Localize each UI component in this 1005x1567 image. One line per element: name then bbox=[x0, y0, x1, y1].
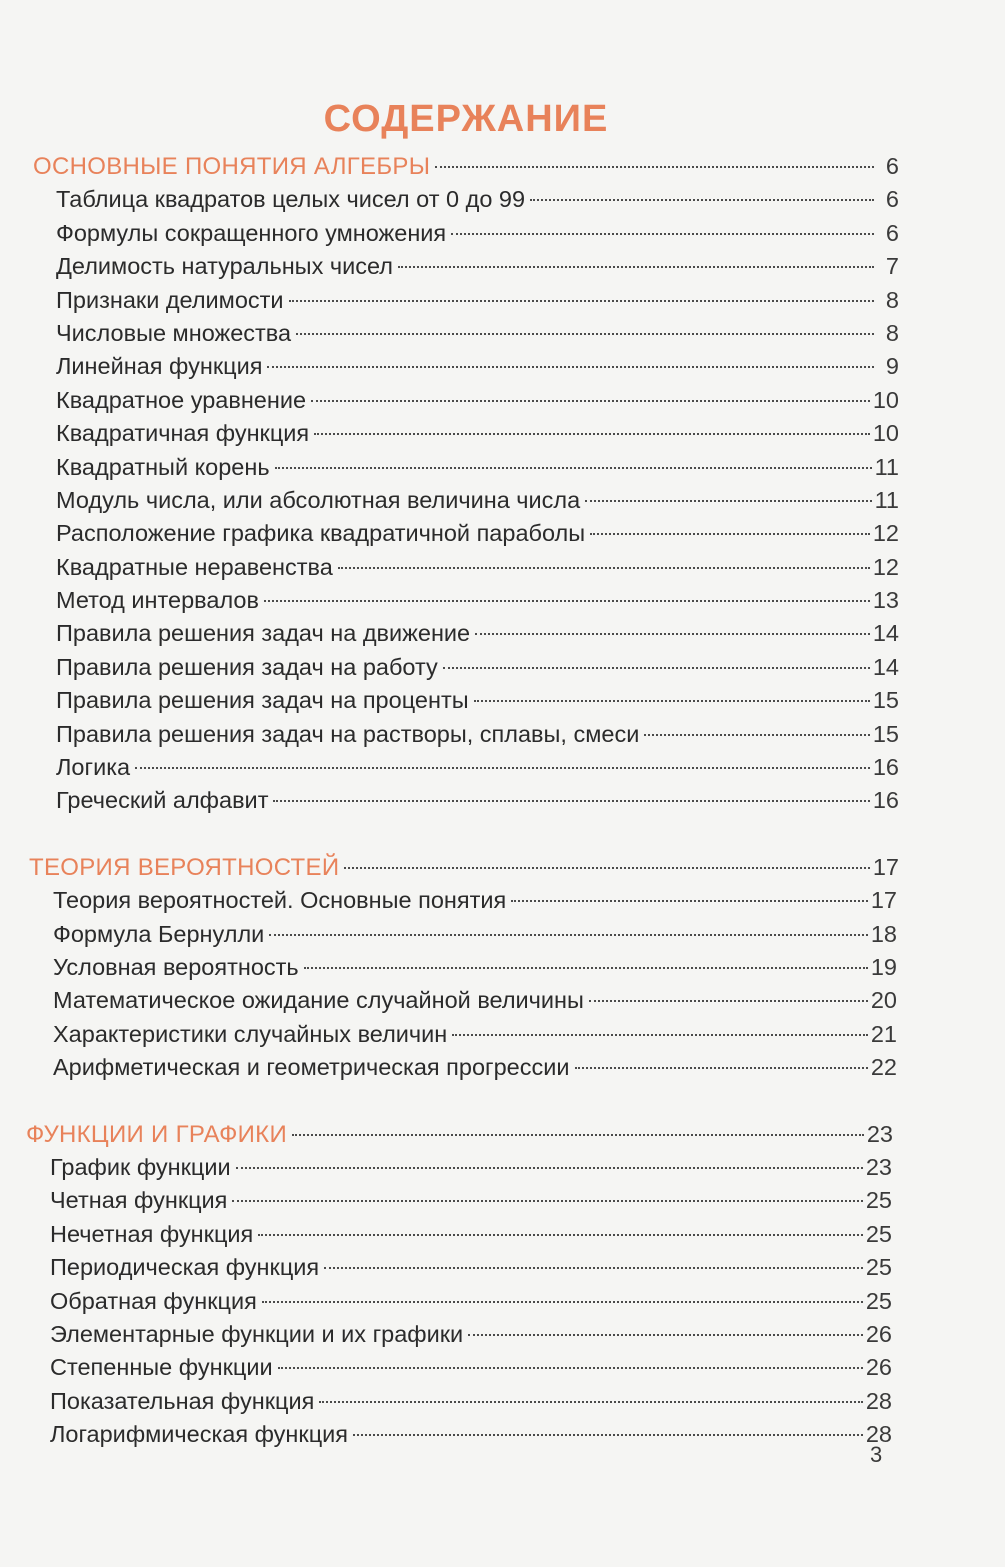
toc-entry[interactable] bbox=[0, 1018, 1005, 1051]
toc-page-number: 23 bbox=[866, 1120, 893, 1147]
toc-entry-label: Нечетная функция bbox=[50, 1220, 254, 1247]
toc-page-number: 10 bbox=[872, 386, 899, 413]
toc-entry-label: Правила решения задач на работу bbox=[56, 653, 438, 680]
toc-entry[interactable] bbox=[0, 217, 1005, 250]
toc-entry[interactable] bbox=[0, 751, 1005, 784]
toc-section-heading-row[interactable] bbox=[0, 851, 1005, 884]
dot-leader bbox=[258, 1234, 863, 1236]
toc-page-number: 15 bbox=[872, 687, 899, 714]
section-spacer bbox=[0, 818, 1005, 851]
toc-page-number: 22 bbox=[870, 1054, 897, 1081]
page-number: 3 bbox=[870, 1442, 883, 1467]
toc-entry-label: Формула Бернулли bbox=[53, 920, 265, 947]
toc-entry-label: График функции bbox=[50, 1153, 231, 1180]
toc-entry[interactable] bbox=[0, 451, 1005, 484]
toc-entry[interactable] bbox=[0, 617, 1005, 650]
toc-entry-label: Обратная функция bbox=[50, 1287, 257, 1314]
dot-leader bbox=[292, 1134, 864, 1136]
toc-entry[interactable] bbox=[0, 284, 1005, 317]
dot-leader bbox=[575, 1067, 868, 1069]
toc-page-number: 12 bbox=[872, 553, 899, 580]
toc-entry-label: Степенные функции bbox=[50, 1354, 273, 1381]
dot-leader bbox=[278, 1367, 863, 1369]
toc-entry-label: Логика bbox=[56, 754, 131, 781]
dot-leader bbox=[338, 567, 870, 569]
toc-entry-label: Расположение графика квадратичной параболы bbox=[56, 520, 586, 547]
toc-entry[interactable] bbox=[0, 384, 1005, 417]
dot-leader bbox=[530, 199, 874, 201]
toc-page-number: 25 bbox=[865, 1287, 892, 1314]
dot-leader bbox=[474, 700, 870, 702]
dot-leader bbox=[262, 1301, 863, 1303]
toc-page-number: 8 bbox=[885, 319, 899, 346]
toc-entry-label: Логарифмическая функция bbox=[50, 1421, 349, 1448]
toc-page-number: 15 bbox=[872, 720, 899, 747]
toc-entry-label: Правила решения задач на движение bbox=[56, 620, 471, 647]
toc-entry[interactable] bbox=[0, 584, 1005, 617]
dot-leader bbox=[451, 233, 874, 235]
toc-entry-label: Элементарные функции и их графики bbox=[50, 1320, 464, 1347]
dot-leader bbox=[289, 300, 874, 302]
toc-page-number: 17 bbox=[870, 887, 897, 914]
toc-page-number: 6 bbox=[885, 186, 899, 213]
toc-page-number: 20 bbox=[870, 987, 897, 1014]
toc-page-number: 12 bbox=[872, 520, 899, 547]
dot-leader bbox=[590, 533, 870, 535]
toc-page-number: 26 bbox=[865, 1354, 892, 1381]
toc-entry[interactable] bbox=[0, 350, 1005, 383]
dot-leader bbox=[267, 366, 874, 368]
toc-section-heading-row[interactable] bbox=[0, 1118, 1005, 1151]
toc-entry-label: Делимость натуральных чисел bbox=[56, 253, 393, 280]
toc-page-number: 14 bbox=[872, 653, 899, 680]
toc-entry-label: Формулы сокращенного умножения bbox=[56, 219, 447, 246]
toc-page-number: 16 bbox=[872, 787, 899, 814]
toc-entry-label: Линейная функция bbox=[56, 353, 263, 380]
toc-page-number: 11 bbox=[874, 453, 899, 480]
dot-leader bbox=[275, 467, 872, 469]
dot-leader bbox=[398, 266, 874, 268]
toc-entry[interactable] bbox=[0, 250, 1005, 283]
page-title: СОДЕРЖАНИЕ bbox=[323, 98, 609, 140]
dot-leader bbox=[435, 166, 874, 168]
toc-entry-label: Теория вероятностей. Основные понятия bbox=[53, 887, 507, 914]
dot-leader bbox=[475, 633, 870, 635]
dot-leader bbox=[324, 1267, 863, 1269]
dot-leader bbox=[511, 900, 868, 902]
toc-entry[interactable] bbox=[0, 1251, 1005, 1284]
dot-leader bbox=[452, 1034, 868, 1036]
toc-entry[interactable] bbox=[0, 718, 1005, 751]
dot-leader bbox=[314, 433, 870, 435]
toc-entry[interactable] bbox=[0, 884, 1005, 917]
toc-entry[interactable] bbox=[0, 1351, 1005, 1384]
dot-leader bbox=[269, 934, 868, 936]
dot-leader bbox=[443, 667, 870, 669]
toc-entry-label: Квадратичная функция bbox=[56, 420, 310, 447]
toc-entry-label: Условная вероятность bbox=[53, 953, 299, 980]
toc-entry-label: Четная функция bbox=[50, 1187, 228, 1214]
toc-entry[interactable] bbox=[0, 1285, 1005, 1318]
toc-entry[interactable] bbox=[0, 918, 1005, 951]
toc-page-number: 28 bbox=[865, 1387, 892, 1414]
toc-entry[interactable] bbox=[0, 551, 1005, 584]
toc-entry-label: Арифметическая и геометрическая прогрессии bbox=[53, 1054, 570, 1081]
toc-page-number: 7 bbox=[885, 253, 899, 280]
toc-page-number: 25 bbox=[865, 1254, 892, 1281]
toc-entry-label: Математическое ожидание случайной величины bbox=[53, 987, 584, 1014]
toc-entry-label: Признаки делимости bbox=[56, 286, 284, 313]
toc-page-number: 19 bbox=[870, 953, 897, 980]
dot-leader bbox=[468, 1334, 863, 1336]
dot-leader bbox=[273, 800, 869, 802]
toc-entry[interactable] bbox=[0, 1184, 1005, 1217]
toc-entry[interactable] bbox=[0, 417, 1005, 450]
toc-entry[interactable] bbox=[0, 1385, 1005, 1418]
toc-page-number: 13 bbox=[872, 587, 899, 614]
toc-section bbox=[0, 851, 1005, 1085]
dot-leader bbox=[296, 333, 874, 335]
toc-page-number: 6 bbox=[885, 153, 899, 179]
section-heading: ОСНОВНЫЕ ПОНЯТИЯ АЛГЕБРЫ bbox=[33, 153, 431, 180]
dot-leader bbox=[236, 1167, 863, 1169]
toc-page-number: 6 bbox=[885, 219, 899, 246]
dot-leader bbox=[304, 967, 868, 969]
toc-page-number: 18 bbox=[870, 920, 897, 947]
dot-leader bbox=[344, 867, 869, 869]
dot-leader bbox=[232, 1200, 862, 1202]
section-heading: ТЕОРИЯ ВЕРОЯТНОСТЕЙ bbox=[29, 853, 340, 881]
toc-entry[interactable] bbox=[0, 984, 1005, 1017]
toc-entry-label: Таблица квадратов целых чисел от 0 до 99 bbox=[56, 186, 526, 213]
toc-entry[interactable] bbox=[0, 517, 1005, 550]
dot-leader bbox=[353, 1434, 863, 1436]
toc-page-number: 21 bbox=[870, 1020, 897, 1047]
dot-leader bbox=[585, 500, 871, 502]
toc-page-number: 28 bbox=[865, 1421, 892, 1448]
toc-page-number: 25 bbox=[865, 1220, 892, 1247]
toc-entry-label: Модуль числа, или абсолютная величина числа bbox=[56, 486, 581, 513]
toc-entry-label: Квадратный корень bbox=[56, 453, 270, 480]
toc-page-number: 10 bbox=[872, 420, 899, 447]
toc-entry-label: Правила решения задач на проценты bbox=[56, 687, 469, 714]
toc-entry[interactable] bbox=[0, 784, 1005, 817]
dot-leader bbox=[135, 767, 870, 769]
toc-page-number: 25 bbox=[865, 1187, 892, 1214]
toc-entry-label: Правила решения задач на растворы, сплавы, смеси bbox=[56, 720, 640, 747]
toc-entry-label: Показательная функция bbox=[50, 1387, 315, 1414]
section-heading: ФУНКЦИИ И ГРАФИКИ bbox=[26, 1120, 288, 1148]
toc-entry[interactable] bbox=[0, 951, 1005, 984]
table-of-contents bbox=[0, 150, 1005, 1451]
toc-entry-label: Квадратные неравенства bbox=[56, 553, 333, 580]
dot-leader bbox=[311, 400, 870, 402]
toc-page-number: 14 bbox=[872, 620, 899, 647]
dot-leader bbox=[644, 734, 870, 736]
toc-entry-label: Квадратное уравнение bbox=[56, 386, 307, 413]
toc-entry-label: Греческий алфавит bbox=[56, 787, 269, 814]
section-spacer bbox=[0, 1085, 1005, 1118]
toc-entry[interactable] bbox=[0, 1418, 1005, 1451]
toc-entry[interactable] bbox=[0, 183, 1005, 216]
dot-leader bbox=[264, 600, 870, 602]
toc-entry[interactable] bbox=[0, 317, 1005, 350]
toc-section bbox=[0, 1118, 1005, 1452]
dot-leader bbox=[319, 1401, 863, 1403]
toc-entry-label: Периодическая функция bbox=[50, 1254, 320, 1281]
toc-entry[interactable] bbox=[0, 651, 1005, 684]
toc-page-number: 17 bbox=[872, 853, 899, 880]
toc-entry[interactable] bbox=[0, 1151, 1005, 1184]
toc-entry[interactable] bbox=[0, 684, 1005, 717]
toc-entry-label: Метод интервалов bbox=[56, 587, 259, 614]
toc-page-number: 23 bbox=[865, 1153, 892, 1180]
toc-entry-label: Числовые множества bbox=[56, 319, 292, 346]
toc-page-number: 9 bbox=[885, 353, 899, 380]
toc-page-number: 26 bbox=[865, 1320, 892, 1347]
toc-entry[interactable] bbox=[0, 1218, 1005, 1251]
toc-entry[interactable] bbox=[0, 484, 1005, 517]
toc-section-heading-row[interactable] bbox=[0, 150, 1005, 183]
toc-page-number: 8 bbox=[885, 286, 899, 313]
toc-entry[interactable] bbox=[0, 1318, 1005, 1351]
toc-section bbox=[0, 150, 1005, 818]
toc-page-number: 16 bbox=[872, 754, 899, 781]
toc-page-number: 11 bbox=[874, 486, 899, 513]
toc-entry[interactable] bbox=[0, 1051, 1005, 1084]
toc-entry-label: Характеристики случайных величин bbox=[53, 1020, 448, 1047]
dot-leader bbox=[589, 1000, 868, 1002]
